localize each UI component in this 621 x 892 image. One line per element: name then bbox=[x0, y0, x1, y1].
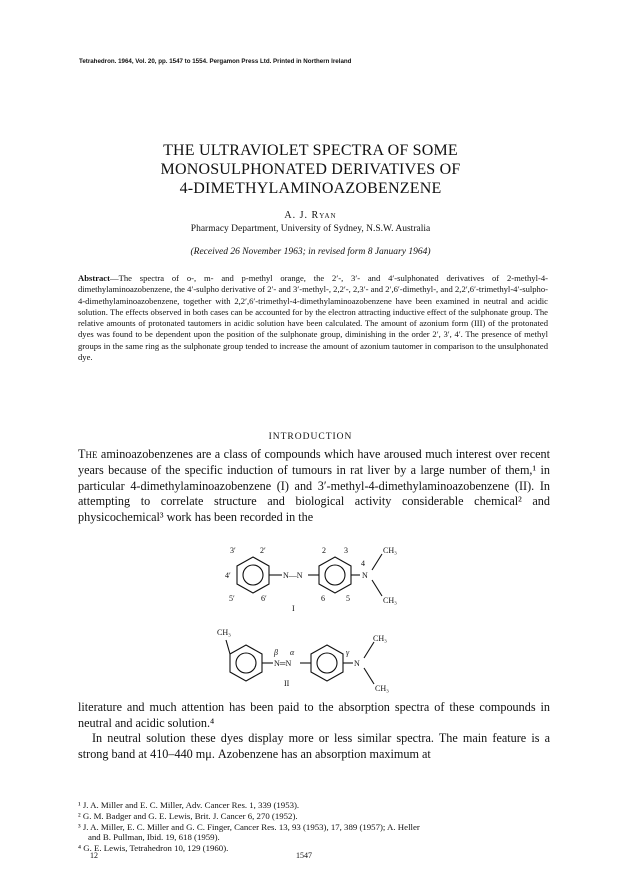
intro-first-word: The bbox=[78, 447, 98, 461]
intro-text-2: literature and much attention has been paid to the absorption spectra of these compounds in neutral and acidic solution.⁴ bbox=[78, 700, 550, 730]
abstract-text: —The spectra of o-, m- and p-methyl orange, the 2′-, 3′- and 4′-sulphonated derivatives of 2-methyl-4-dimethylaminoazobenzene, the 4′-sulpho derivative of 2′- and 3′-methyl-, 2,2′-, 2,3′- and 2′,6′-dimethyl-, and 2,2′,6′-trimethyl-4′-sulpho-4-dimethylaminoazobenzene, together with 2,2′,6′-trimethyl-4-dimethylaminoazobenzene have been examined in neutral and acidic solution. The effects observed in both cases can be accounted for by the electron attracting inductive effect of the sulphonate group. The relative amounts of protonated tautomers in acidic solution have been calculated. The amount of azonium form (III) of the protonated dyes was found to be dependent upon the position of the sulphonate group, diminishing in the order 2′, 3′, 4′. The presence of methyl groups in the same ring as the sulphonate group tended to increase the amount of azonium tautomer in comparison to the unsulphonated dye. bbox=[78, 273, 548, 363]
s2-methyl-top: CH₃ bbox=[373, 634, 387, 643]
structure-2-ring-b bbox=[311, 645, 343, 681]
footnote-1: ¹ J. A. Miller and E. C. Miller, Adv. Cancer Res. 1, 339 (1953). bbox=[78, 800, 300, 810]
s1-pos-4p: 4′ bbox=[225, 571, 231, 580]
s2-alpha: α bbox=[290, 648, 295, 657]
journal-header: Tetrahedron. 1964, Vol. 20, pp. 1547 to 1554. Pergamon Press Ltd. Printed in Northern Ireland bbox=[79, 58, 352, 65]
section-heading: INTRODUCTION bbox=[268, 432, 353, 442]
intro-text-3: In neutral solution these dyes display more or less similar spectra. The main feature is a strong band at 410–440 mμ. Azobenzene has an absorption maximum at bbox=[78, 731, 550, 761]
s2-azo-group: N═N bbox=[274, 659, 292, 668]
s1-pos-3: 3 bbox=[344, 546, 348, 555]
s2-amine-n: N bbox=[354, 659, 360, 668]
s1-numeral: I bbox=[292, 604, 295, 613]
s1-pos-5p: 5′ bbox=[229, 594, 235, 603]
s1-azo-group: N—N bbox=[283, 571, 303, 580]
s1-pos-3p: 3′ bbox=[230, 546, 236, 555]
footnote-4: ⁴ G. E. Lewis, Tetrahedron 10, 129 (1960). bbox=[78, 843, 229, 854]
structure-2-ring-a bbox=[230, 645, 262, 681]
title-line-2: MONOSULPHONATED DERIVATIVES OF bbox=[160, 161, 461, 178]
footnotes bbox=[78, 800, 558, 854]
page-number: 1547 bbox=[296, 851, 312, 860]
received-text: (Received 26 November 1963; in revised form 8 January 1964) bbox=[190, 247, 431, 257]
intro-paragraph-2 bbox=[78, 700, 550, 762]
structure-1-ring-b bbox=[319, 557, 351, 593]
s1-pos-4: 4 bbox=[361, 559, 365, 568]
intro-text-1: aminoazobenzenes are a class of compounds which have aroused much interest over recent years because of the specific induction of tumours in rat liver by a large number of them,¹ in particular 4-dimethylaminoazobenzene (I) and 3′-methyl-4-dimethylaminoazobenzene (II). In attempting to correlate structure and biological activity considerable chemical² and physicochemical³ work has been recorded in the bbox=[78, 447, 550, 525]
s1-amine-n: N bbox=[362, 571, 368, 580]
title-line-3: 4-DIMETHYLAMINOAZOBENZENE bbox=[179, 180, 442, 197]
s1-methyl-bottom: CH₃ bbox=[383, 596, 397, 605]
s2-methyl-bottom: CH₃ bbox=[375, 684, 389, 693]
abstract-label: Abstract bbox=[78, 273, 110, 283]
structure-1-ring-a bbox=[237, 557, 269, 593]
s1-pos-6: 6 bbox=[321, 594, 325, 603]
affiliation: Pharmacy Department, University of Sydney, N.S.W. Australia bbox=[190, 224, 431, 234]
title-line-1: THE ULTRAVIOLET SPECTRA OF SOME bbox=[163, 142, 458, 159]
s2-beta: β bbox=[274, 648, 278, 657]
s1-pos-2: 2 bbox=[322, 546, 326, 555]
s1-pos-5: 5 bbox=[346, 594, 350, 603]
s1-pos-6p: 6′ bbox=[261, 594, 267, 603]
s1-pos-2p: 2′ bbox=[260, 546, 266, 555]
s2-numeral: II bbox=[284, 679, 290, 688]
footnote-2: ² G. M. Badger and G. E. Lewis, Brit. J. Cancer 6, 270 (1952). bbox=[78, 810, 298, 821]
folio-signature: 12 bbox=[90, 851, 98, 860]
author: A. J. Ryan bbox=[284, 210, 337, 221]
s2-gamma: γ bbox=[346, 648, 350, 657]
footnote-3: ³ J. A. Miller, E. C. Miller and G. C. Finger, Cancer Res. 13, 93 (1953), 17, 389 (1957); A. Heller bbox=[78, 821, 420, 832]
s2-methyl-ring: CH₃ bbox=[217, 628, 231, 637]
footnote-3-cont: and B. Pullman, Ibid. 19, 618 (1959). bbox=[88, 832, 220, 843]
s1-methyl-top: CH₃ bbox=[383, 546, 397, 555]
